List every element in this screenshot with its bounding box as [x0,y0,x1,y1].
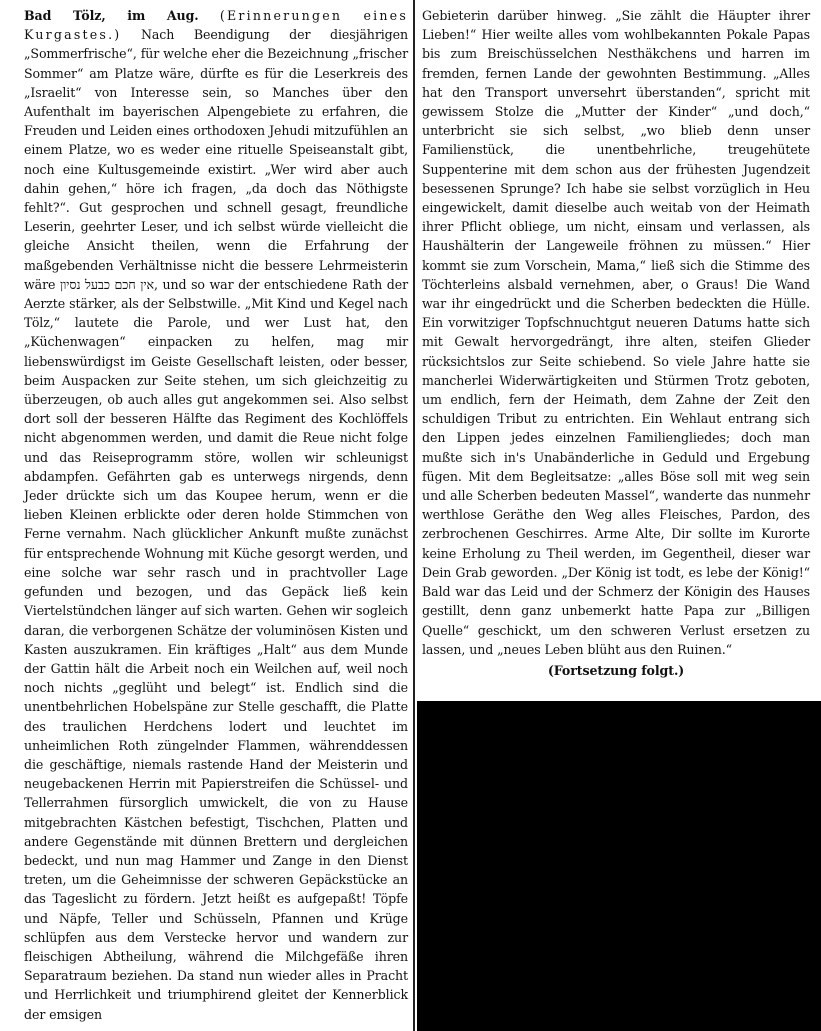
black-redaction-block [417,701,821,1031]
article-paragraph-left [24,6,408,1024]
article-text-right: Gebieterin darüber hinweg. „Sie zählt die Häupter ihrer Lieben!“ Hier weilte alles vom wohlbekannten Pokale Papas bis zum Breischüsselchen Nesthäkchens und harren im fremden, fernen Lande der gewohnten Bestimmung. „Alles hat den Transport unversehrt überstanden“, spricht mit gewissem Stolze die „Mutter der Kinder“ „und doch,“ unterbricht sie sich selbst, „wo blieb denn unser Familienstück, die unentbehrliche, treugehütete Suppenterine mit dem schon aus der frühesten Jugendzeit besessenen Sprunge? Ich habe sie selbst vorzüglich in Heu eingewickelt, damit dieselbe auch weitab von der Heimath ihrer Pflicht obliege, um nicht, einsam und verlassen, als Haushälterin der Langeweile fröhnen zu müssen.“ Hier kommt sie zum Vorschein, Mama,“ ließ sich die Stimme des Töchterleins alsbald vernehmen, aber, o Graus! Die Wand war ihr eingedrückt und die Scherben bedeckten die Hülle. Ein vorwitziger Topfschnuchtgut neueren Datums hatte sich mit Gewalt hervorgedrängt, ihre alten, steifen Glieder rücksichtslos zur Seite schiebend. So viele Jahre hatte sie mancherlei Widerwärtigkeiten und Stürmen Trotz geboten, um endlich, fern der Heimath, dem Zahne der Zeit den schuldigen Tribut zu entrichten. Ein Wehlaut entrang sich den Lippen jedes einzelnen Familiengliedes; doch man mußte sich in's Unabänderliche in Geduld und Ergebung fügen. Mit dem Begleitsatze: „alles Böse soll mit weg sein und alle Scherben bedeuten Massel“, wanderte das nunmehr werthlose Geräthe den Weg alles Fleisches, Pardon, des zerbrochenen Geschirres. Arme Alte, Dir sollte im Kurorte keine Erholung zu Theil werden, im Gegentheil, dieser war Dein Grab geworden. „Der König ist todt, es lebe der König!“ Bald war das Leid und der Schmerz der Königin des Hauses gestillt, denn ganz unbemerkt hatte Papa zur „Billigen Quelle“ geschickt, um den schweren Verlust ersetzen zu lassen, und „neues Leben blüht aus den Ruinen.“ [422,8,810,657]
article-header-part2: eines Kurgastes.) [24,8,408,43]
article-text-left: Nach Beendigung der diesjährigen „Sommerfrische“, für welche eher die Bezeichnung „frischer Sommer“ am Platze wäre, dürfte es für die Leserkreis des „Israelit“ von Interesse sein, so Manches über den Aufenthalt im bayerischen Alpengebiete zu erfahren, die Freuden und Leiden eines orthodoxen Jehudi mitzufühlen an einem Platze, wo es weder eine rituelle Speiseanstalt gibt, noch eine Kultusgemeinde existirt. „Wer wird aber auch dahin gehen,“ höre ich fragen, „da doch das Nöthigste fehlt?“. Gut gesprochen und schnell gesagt, freundliche Leserin, geehrter Leser, und ich selbst würde vielleicht die gleiche Ansicht theilen, wenn die Erfahrung der maßgebenden Verhältnisse nicht die bessere Lehrmeisterin wäre אין חכם כבעל נסיון, und so war der entschiedene Rath der Aerzte stärker, als der Selbstwille. „Mit Kind und Kegel nach Tölz,“ lautete die Parole, und wer Lust hat, den „Küchenwagen“ einpacken zu helfen, mag mir liebenswürdigst im Geiste Gesellschaft leisten, oder besser, beim Auspacken zur Seite stehen, um sich gleichzeitig zu überzeugen, ob auch alles gut angekommen sei. Also selbst dort soll der besseren Hälfte das Regiment des Kochlöffels nicht abgenommen werden, und damit die Reue nicht folge und das Reiseprogramm störe, wollen wir schleunigst abdampfen. Gefährten gab es unterwegs nirgends, denn Jeder drückte sich um das Koupee herum, wenn er die lieben Kleinen erblickte oder deren holde Stimmchen von Ferne vernahm. Nach glücklicher Ankunft mußte zunächst für entsprechende Wohnung mit Küche gesorgt werden, und eine solche war sehr rasch und in prachtvoller Lage gefunden und bezogen, und das Gepäck ließ kein Viertelstündchen länger auf sich warten. Gehen wir sogleich daran, die verborgenen Schätze der voluminösen Kisten und Kasten auszukramen. Ein kräftiges „Halt“ aus dem Munde der Gattin hält die Arbeit noch ein Weilchen auf, weil noch noch nichts „geglüht und belegt“ ist. Endlich sind die unentbehrlichen Hobelspäne zur Stelle geschafft, die Platte des traulichen Herdchens lodert und leuchtet im unheimlichen Roth züngelnder Flammen, währenddessen die geschäftige, niemals rastende Hand der Meisterin und neugebackenen Herrin mit Papierstreifen die Schüssel- und Tellerrahmen fürsorglich umwickelt, die von zu Hause mitgebrachten Kästchen befestigt, Tischchen, Platten und andere Gegenstände mit dünnen Brettern und dergleichen bedeckt, und nun mag Hammer und Zange in den Dienst treten, um die Geheimnisse der schweren Gepäckstücke an das Tageslicht zu fördern. Jetzt heißt es aufgepaßt! Töpfe und Näpfe, Teller und Schüsseln, Pfannen und Krüge schlüpfen aus dem Verstecke hervor und wandern zur fleischigen Abtheilung, während die Milchgefäße ihren Separatraum beziehen. Da stand nun wieder alles in Pracht und Herrlichkeit und triumphirend gleitet der Kennerblick der emsigen [24,27,408,1022]
article-header-part1: (Erinnerungen [219,8,343,23]
article-column-right [422,6,810,680]
continuation-note: (Fortsetzung folgt.) [547,662,685,678]
column-divider [413,0,415,1031]
dateline: Bad Tölz, im Aug. [24,8,199,23]
article-column-left [24,6,408,1024]
